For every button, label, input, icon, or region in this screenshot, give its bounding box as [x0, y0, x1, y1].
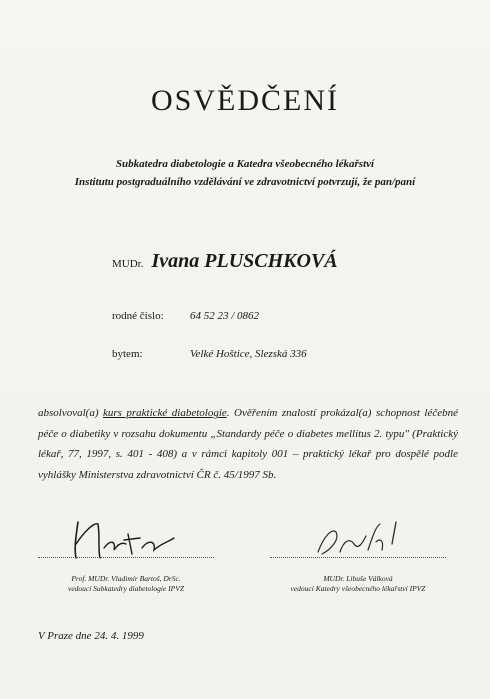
issuer-line-1: Subkatedra diabetologie a Katedra všeobecného lékařství [115, 158, 375, 170]
recipient-title: MUDr. [112, 258, 144, 270]
signatory-left-name: Prof. MUDr. Vladimír Bartoš, DrSc. [71, 574, 181, 583]
course-name: kurs praktické diabetologie [102, 407, 227, 419]
birth-number-label: rodné číslo: [112, 310, 164, 322]
signatory-left-role: vedoucí Subkatedry diabetologie IPVZ [67, 584, 184, 593]
certificate-body [38, 403, 458, 485]
recipient-name-row [112, 250, 338, 273]
signatory-right [258, 574, 458, 594]
recipient-name: Ivana PLUSCHKOVÁ [151, 250, 338, 272]
signature-line-left [38, 557, 214, 558]
signatory-right-role: vedoucí Katedry všeobecného lékařství IPVZ [290, 584, 426, 593]
body-part-2: . Ověřením znalostí prokázal(a) schopnost léčebné péče o diabetiky v rozsahu dokumentu „Standardy péče o diabetes mellitus 2. typu" (Praktický lékař, 77, 1997, s. 401 - 408) a v rámci kapitoly 001 – praktický lékař pro dospělé podle vyhlášky Ministerstva zdravotnictví ČR č. 45/1997 Sb. [38, 407, 459, 481]
signatory-right-name: MUDr. Libuše Válková [323, 574, 393, 583]
signature-right [310, 514, 430, 562]
issuer-line-2: Institutu postgraduálního vzdělávání ve zdravotnictví potvrzují, že pan/paní [74, 176, 416, 188]
address-value: Velké Hoštice, Slezská 336 [190, 348, 307, 360]
birth-number-value: 64 52 23 / 0862 [190, 310, 260, 322]
place-and-date: V Praze dne 24. 4. 1999 [38, 630, 144, 642]
document-title: OSVĚDČENÍ [151, 84, 339, 117]
signature-line-right [270, 557, 446, 558]
signatory-left [26, 574, 226, 594]
signature-left [64, 514, 184, 562]
body-part-1: absolvoval(a) [38, 407, 103, 419]
address-label: bytem: [112, 348, 143, 360]
